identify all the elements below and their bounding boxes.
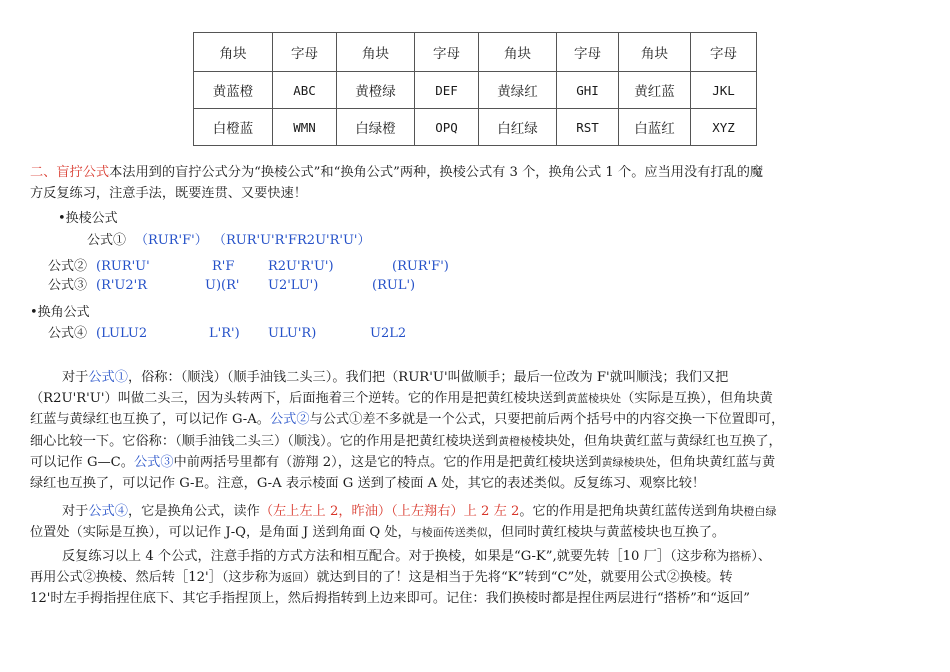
text: ，俗称：（顺浅）（顺手油钱二头三）。我们把（RUR'U'叫做顺手；最后一位改为 F'就叫顺浅；我们又把 xyxy=(127,370,729,385)
text: 反复练习以上 4 个公式，注意手指的方式方法和相互配合。对于换棱，如果是“G-K”,就要先转［10 厂］（这步称为 xyxy=(62,549,730,564)
corner-letter-table xyxy=(193,32,757,146)
text: 棱块处，但角块黄红蓝与黄绿红也互换了， xyxy=(531,433,782,449)
text: 黄蓝棱块处 xyxy=(566,392,622,406)
corner-cell: 白橙蓝 xyxy=(194,109,273,146)
text: 细心比较一下。它俗称：（顺手油钱二头三）（顺浅）。它的作用是把黄红棱块送到 xyxy=(30,433,499,449)
formula-ref: 公式① xyxy=(88,370,128,385)
text: ，但角块黄红蓝与黄 xyxy=(656,454,776,470)
letter-cell: OPQ xyxy=(415,109,479,146)
table-header-cell: 字母 xyxy=(273,33,337,72)
formula-2-label: 公式② xyxy=(48,259,88,274)
text: 对于 xyxy=(62,504,89,519)
intro-text: 方反复练习，注意手法，既要连贯、又要快速！ xyxy=(30,186,307,202)
text: 橙白绿 xyxy=(743,505,777,518)
formula-4-part-a: (LULU2 xyxy=(96,326,148,341)
letter-cell: WMN xyxy=(273,109,337,146)
text: 黄绿棱块处 xyxy=(601,455,657,469)
text: 可以记作 G—C。 xyxy=(30,454,134,470)
formula-2-part-c: R2U'R'U') xyxy=(268,259,334,274)
table-header-cell: 角块 xyxy=(337,33,415,72)
table-header-cell: 角块 xyxy=(194,33,273,72)
text: 与公式①差不多就是一个公式，只要把前后两个括号中的内容交换一下位置即可， xyxy=(309,412,785,428)
intro-text: 本法用到的盲拧公式分为“换棱公式”和“换角公式”两种，换棱公式有 3 个，换角公式 1 个。应当用没有打乱的魔 xyxy=(109,165,764,180)
formula-4-label: 公式④ xyxy=(48,326,88,341)
text: 对于 xyxy=(62,370,89,385)
formula-2-part-b: R'F xyxy=(212,259,235,274)
text: 搭桥 xyxy=(729,550,752,563)
text: 位置处（实际是互换），可以记作 J-Q，是角面 J 送到角面 Q 处， xyxy=(30,525,411,541)
section-title: 盲拧公式 xyxy=(56,165,110,180)
text: 12'时左手拇指捏住底下、其它手指捏顶上，然后拇指转到上边来即可。记住：我们换棱时都是捏住两层进行“搭桥”和“返回” xyxy=(30,591,750,607)
corner-cell: 黄绿红 xyxy=(479,72,557,109)
section-intro xyxy=(30,162,930,204)
text: 红蓝与黄绿红也互换了，可以记作 G-A。 xyxy=(30,412,270,428)
table-row xyxy=(194,109,757,146)
text: ）就达到目的了！这是相当于先将“K”转到“C”处，就要用公式②换棱。转 xyxy=(303,570,733,586)
formula-3-label: 公式③ xyxy=(48,278,88,293)
paragraph-formulas-1-3 xyxy=(30,367,930,494)
section-number: 二、 xyxy=(30,165,57,180)
formula-2-part-a: (RUR'U' xyxy=(96,259,150,274)
text: ，它是换角公式，读作 xyxy=(127,504,260,519)
formula-reading: （左上左上 2，昨油）（上左翔右）上 2 左 2 xyxy=(259,504,520,519)
formula-3-part-b: U)(R' xyxy=(205,278,240,293)
formula-4-part-b: L'R') xyxy=(209,326,240,341)
formula-ref: 公式② xyxy=(269,412,310,428)
corner-formula-heading: •换角公式 xyxy=(30,305,90,320)
text: 返回 xyxy=(281,571,304,585)
text: 再用公式②换棱、然后转［12'］（这步称为 xyxy=(30,570,282,586)
text: 。它的作用是把角块黄红蓝传送到角块 xyxy=(519,504,744,519)
formula-2-part-d: (RUR'F') xyxy=(392,259,449,274)
formula-ref: 公式④ xyxy=(88,504,128,519)
letter-cell: ABC xyxy=(273,72,337,109)
table-header-cell: 字母 xyxy=(557,33,619,72)
text: 黄橙棱 xyxy=(498,434,532,448)
table-header-row xyxy=(194,33,757,72)
paragraph-formula-4 xyxy=(30,501,930,543)
corner-cell: 白红绿 xyxy=(479,109,557,146)
text: ，但同时黄红棱块与黄蓝棱块也互换了。 xyxy=(487,525,726,541)
text: ）、 xyxy=(751,549,772,564)
formula-3-part-d: (RUL') xyxy=(372,278,416,293)
text: 绿红也互换了，可以记作 G-E。注意，G-A 表示棱面 G 送到了棱面 A 处，其它的表述类似。反复练习、观察比较！ xyxy=(30,476,706,492)
text: 中前两括号里都有（游翔 2），这是它的特点。它的作用是把黄红棱块送到 xyxy=(173,454,602,470)
text: （R2U'R'U'）叫做二头三，因为头转两下，后面拖着三个逆转。它的作用是把黄红棱块送到 xyxy=(30,391,567,407)
corner-cell: 黄蓝橙 xyxy=(194,72,273,109)
edge-formula-heading: •换棱公式 xyxy=(58,211,118,226)
formula-4-part-c: ULU'R) xyxy=(268,326,317,341)
table-row xyxy=(194,72,757,109)
letter-cell: RST xyxy=(557,109,619,146)
formula-1-label: 公式① xyxy=(87,233,127,248)
corner-cell: 白绿橙 xyxy=(337,109,415,146)
text: 与棱面传送类似 xyxy=(410,526,488,540)
table-header-cell: 角块 xyxy=(479,33,557,72)
formula-1-part-b: （RUR'U'R'FR2U'R'U'） xyxy=(213,233,371,248)
formula-1-part-a: （RUR'F'） xyxy=(135,233,208,248)
letter-cell: DEF xyxy=(415,72,479,109)
formula-3-part-a: (R'U2'R xyxy=(96,278,148,293)
table-header-cell: 字母 xyxy=(415,33,479,72)
corner-cell: 黄红蓝 xyxy=(619,72,691,109)
letter-cell: GHI xyxy=(557,72,619,109)
corner-cell: 黄橙绿 xyxy=(337,72,415,109)
table-header-cell: 角块 xyxy=(619,33,691,72)
corner-cell: 白蓝红 xyxy=(619,109,691,146)
text: （实际是互换），但角块黄 xyxy=(621,391,773,407)
formula-ref: 公式③ xyxy=(133,454,174,470)
paragraph-practice xyxy=(30,546,930,610)
formula-4-part-d: U2L2 xyxy=(370,326,407,341)
letter-cell: JKL xyxy=(691,72,757,109)
letter-cell: XYZ xyxy=(691,109,757,146)
table-header-cell: 字母 xyxy=(691,33,757,72)
formula-3-part-c: U2'LU') xyxy=(268,278,319,293)
